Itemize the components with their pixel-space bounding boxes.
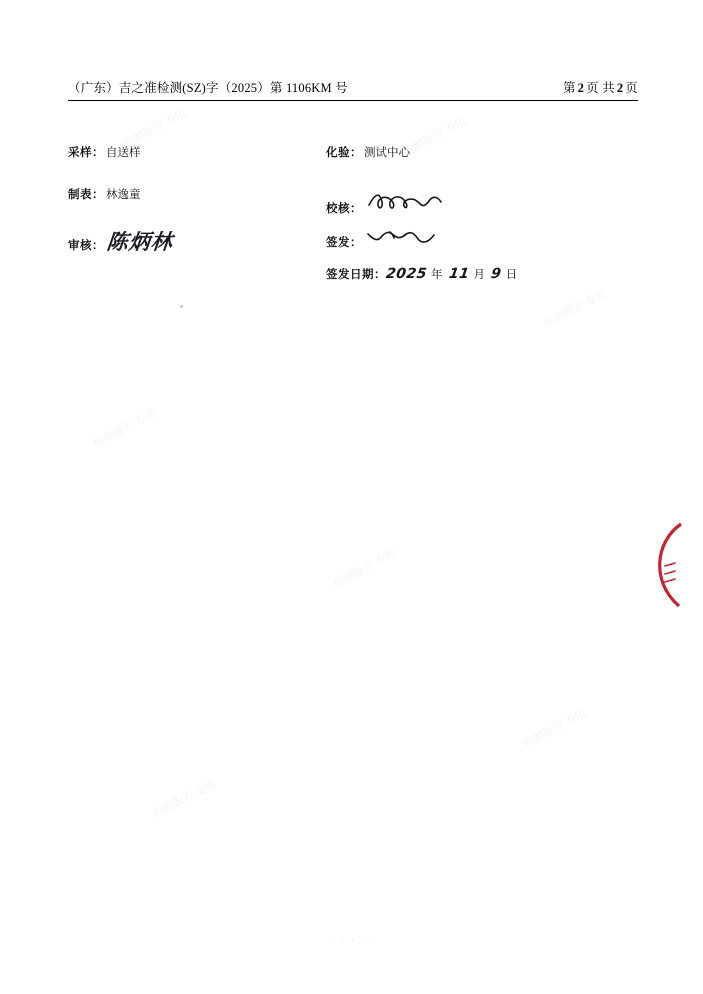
- issued-label: 签发：: [326, 237, 362, 249]
- page-current: 2: [577, 81, 585, 95]
- watermark: 检测报告 专用: [91, 407, 159, 451]
- signature-fields: [68, 138, 638, 308]
- page-header: [68, 78, 638, 101]
- reviewed-signature: 陈炳林: [105, 230, 175, 254]
- sampling-label: 采样：: [68, 147, 104, 159]
- signature-stroke-issued: [366, 224, 438, 248]
- signature-stroke-checked: [366, 188, 444, 214]
- red-seal-arc: [645, 520, 685, 610]
- issue-date-year-unit: 年: [430, 269, 443, 281]
- prepared-value: 林逸童: [106, 189, 141, 201]
- field-prepared-by: [68, 186, 141, 202]
- page-total: 2: [616, 81, 624, 95]
- report-number: （广东）吉之准检测(SZ)字（2025）第 1106KM 号: [68, 81, 348, 95]
- issue-date-label: 签发日期：: [326, 269, 386, 281]
- field-reviewed-by: [68, 226, 173, 256]
- page-mid: 页 共: [586, 81, 615, 95]
- issue-date-day: 9: [490, 266, 503, 282]
- watermark: 检测报告 专用: [331, 547, 399, 591]
- footer-dashes: · · · · ·: [332, 934, 375, 944]
- issue-date-year: 2025: [384, 266, 429, 282]
- page-indicator: [563, 78, 638, 96]
- issued-signature: [366, 224, 438, 252]
- field-issued-by: [326, 222, 438, 250]
- issue-date-month: 11: [447, 266, 471, 282]
- watermark: 检测报告 专用: [121, 107, 189, 151]
- watermark: 检测报告 专用: [541, 287, 609, 331]
- field-checked-by: [326, 186, 444, 216]
- watermark: 检测报告 专用: [401, 115, 469, 159]
- issue-date-value: [386, 266, 524, 282]
- page-prefix: 第: [562, 81, 576, 95]
- field-testing: [326, 144, 410, 160]
- page-artifact-dot: [180, 305, 183, 308]
- reviewed-label: 审核：: [68, 240, 104, 252]
- field-sampling: [68, 144, 141, 160]
- checked-signature: [366, 188, 444, 218]
- watermark: 检测报告 专用: [151, 777, 219, 821]
- prepared-label: 制表：: [68, 189, 104, 201]
- checked-label: 校核：: [326, 203, 362, 215]
- issue-date-day-unit: 日: [505, 269, 518, 281]
- issue-date-month-unit: 月: [473, 269, 486, 281]
- page-suffix: 页: [625, 81, 638, 95]
- sampling-value: 自送样: [106, 147, 141, 159]
- field-issue-date: [326, 266, 524, 282]
- testing-value: 测试中心: [364, 147, 410, 159]
- watermark: 检测报告 专用: [521, 707, 589, 751]
- testing-label: 化验：: [326, 147, 362, 159]
- seal-arc-shape: [645, 520, 685, 610]
